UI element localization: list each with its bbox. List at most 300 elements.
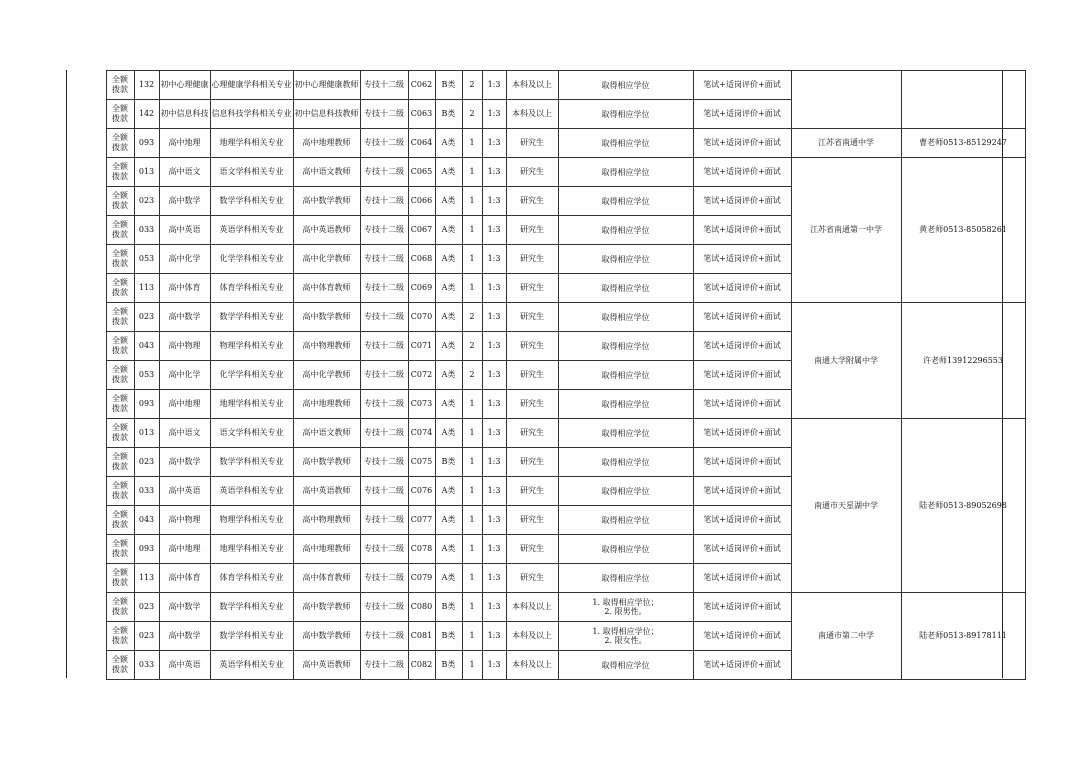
- cell-major: 数学学科相关专业: [210, 303, 293, 332]
- cell-category: A类: [435, 477, 462, 506]
- cell-category: B类: [435, 71, 462, 100]
- row-left-margin: [66, 158, 106, 187]
- cell-level: 专技十二级: [360, 100, 408, 129]
- recruitment-table-sheet: [66, 70, 1026, 680]
- cell-education: 本科及以上: [506, 651, 558, 680]
- table-row: [66, 303, 1025, 332]
- cell-level: 专技十二级: [360, 71, 408, 100]
- cell-level: 专技十二级: [360, 129, 408, 158]
- cell-category: B类: [435, 100, 462, 129]
- cell-requirement: 1. 取得相应学位； 2. 限女性。: [558, 622, 693, 651]
- type-line-1: 全额: [112, 539, 128, 548]
- cell-education: 研究生: [506, 506, 558, 535]
- cell-type: [106, 361, 134, 390]
- cell-requirement: 取得相应学位: [558, 651, 693, 680]
- cell-count: 1: [462, 274, 482, 303]
- cell-ratio: 1:3: [482, 303, 506, 332]
- table-body: [66, 71, 1025, 680]
- cell-code: 093: [134, 535, 159, 564]
- cell-major: 地理学科相关专业: [210, 390, 293, 419]
- cell-type: [106, 448, 134, 477]
- cell-position-code: C065: [408, 158, 435, 187]
- cell-ratio: 1:3: [482, 158, 506, 187]
- cell-count: 1: [462, 535, 482, 564]
- cell-category: A类: [435, 187, 462, 216]
- cell-category: A类: [435, 274, 462, 303]
- cell-requirement: 取得相应学位: [558, 158, 693, 187]
- type-line-1: 全额: [112, 568, 128, 577]
- cell-position-code: C072: [408, 361, 435, 390]
- cell-requirement: 取得相应学位: [558, 361, 693, 390]
- cell-exam-method: 笔试+适岗评价+面试: [693, 506, 791, 535]
- cell-ratio: 1:3: [482, 593, 506, 622]
- cell-post: 高中英语教师: [293, 651, 360, 680]
- cell-code: 033: [134, 651, 159, 680]
- type-line-2: 拨款: [112, 549, 128, 558]
- cell-post: 高中物理教师: [293, 506, 360, 535]
- type-line-1: 全额: [112, 452, 128, 461]
- cell-requirement: 取得相应学位: [558, 390, 693, 419]
- cell-education: 研究生: [506, 477, 558, 506]
- cell-level: 专技十二级: [360, 158, 408, 187]
- cell-type: [106, 158, 134, 187]
- cell-requirement: 取得相应学位: [558, 448, 693, 477]
- cell-exam-method: 笔试+适岗评价+面试: [693, 593, 791, 622]
- cell-subject: 高中英语: [159, 216, 210, 245]
- cell-code: 043: [134, 506, 159, 535]
- cell-education: 研究生: [506, 361, 558, 390]
- cell-code: 053: [134, 361, 159, 390]
- row-left-margin: [66, 187, 106, 216]
- type-line-2: 拨款: [112, 317, 128, 326]
- cell-subject: 高中化学: [159, 245, 210, 274]
- cell-type: [106, 535, 134, 564]
- cell-count: 1: [462, 245, 482, 274]
- type-line-2: 拨款: [112, 491, 128, 500]
- cell-subject: 高中物理: [159, 506, 210, 535]
- cell-education: 研究生: [506, 129, 558, 158]
- cell-post: 高中数学教师: [293, 448, 360, 477]
- cell-requirement: 取得相应学位: [558, 216, 693, 245]
- cell-requirement: 取得相应学位: [558, 564, 693, 593]
- cell-exam-method: 笔试+适岗评价+面试: [693, 129, 791, 158]
- cell-subject: 初中心理健康: [159, 71, 210, 100]
- type-line-2: 拨款: [112, 143, 128, 152]
- cell-code: 093: [134, 129, 159, 158]
- cell-requirement: 取得相应学位: [558, 245, 693, 274]
- cell-contact: 黄老师0513-85058261: [901, 158, 1025, 303]
- type-line-1: 全额: [112, 249, 128, 258]
- cell-school: 南通市第二中学: [791, 593, 901, 680]
- cell-exam-method: 笔试+适岗评价+面试: [693, 71, 791, 100]
- cell-level: 专技十二级: [360, 535, 408, 564]
- cell-position-code: C082: [408, 651, 435, 680]
- type-line-1: 全额: [112, 75, 128, 84]
- cell-post: 高中地理教师: [293, 535, 360, 564]
- cell-code: 023: [134, 448, 159, 477]
- cell-level: 专技十二级: [360, 651, 408, 680]
- cell-ratio: 1:3: [482, 245, 506, 274]
- row-left-margin: [66, 593, 106, 622]
- cell-contact: [901, 71, 1025, 129]
- cell-post: 初中心理健康教师: [293, 71, 360, 100]
- cell-level: 专技十二级: [360, 361, 408, 390]
- type-line-2: 拨款: [112, 607, 128, 616]
- cell-post: 高中数学教师: [293, 187, 360, 216]
- cell-major: 物理学科相关专业: [210, 506, 293, 535]
- cell-position-code: C079: [408, 564, 435, 593]
- cell-contact: 曹老师0513-85129247: [901, 129, 1025, 158]
- cell-code: 013: [134, 158, 159, 187]
- cell-post: 高中地理教师: [293, 390, 360, 419]
- cell-education: 研究生: [506, 216, 558, 245]
- cell-level: 专技十二级: [360, 390, 408, 419]
- table-row: [66, 158, 1025, 187]
- cell-post: 高中物理教师: [293, 332, 360, 361]
- cell-contact: 许老师13912296553: [901, 303, 1025, 419]
- type-line-2: 拨款: [112, 665, 128, 674]
- cell-type: [106, 303, 134, 332]
- type-line-2: 拨款: [112, 520, 128, 529]
- cell-count: 1: [462, 622, 482, 651]
- type-line-1: 全额: [112, 626, 128, 635]
- cell-subject: 高中语文: [159, 158, 210, 187]
- cell-exam-method: 笔试+适岗评价+面试: [693, 622, 791, 651]
- cell-exam-method: 笔试+适岗评价+面试: [693, 245, 791, 274]
- cell-category: A类: [435, 245, 462, 274]
- cell-post: 高中英语教师: [293, 216, 360, 245]
- cell-major: 地理学科相关专业: [210, 129, 293, 158]
- cell-subject: 高中数学: [159, 187, 210, 216]
- cell-exam-method: 笔试+适岗评价+面试: [693, 158, 791, 187]
- cell-category: A类: [435, 535, 462, 564]
- cell-subject: 高中物理: [159, 332, 210, 361]
- cell-category: B类: [435, 622, 462, 651]
- cell-code: 023: [134, 593, 159, 622]
- cell-ratio: 1:3: [482, 448, 506, 477]
- cell-level: 专技十二级: [360, 593, 408, 622]
- cell-subject: 高中数学: [159, 303, 210, 332]
- cell-ratio: 1:3: [482, 100, 506, 129]
- cell-education: 本科及以上: [506, 593, 558, 622]
- cell-category: A类: [435, 332, 462, 361]
- cell-category: A类: [435, 390, 462, 419]
- cell-position-code: C069: [408, 274, 435, 303]
- table-row: [66, 71, 1025, 100]
- cell-subject: 高中体育: [159, 274, 210, 303]
- cell-count: 1: [462, 448, 482, 477]
- cell-category: A类: [435, 303, 462, 332]
- cell-position-code: C075: [408, 448, 435, 477]
- cell-count: 1: [462, 216, 482, 245]
- cell-major: 英语学科相关专业: [210, 216, 293, 245]
- cell-requirement: 1. 取得相应学位； 2. 限男性。: [558, 593, 693, 622]
- type-line-1: 全额: [112, 597, 128, 606]
- cell-major: 数学学科相关专业: [210, 448, 293, 477]
- row-left-margin: [66, 651, 106, 680]
- cell-position-code: C063: [408, 100, 435, 129]
- cell-requirement: 取得相应学位: [558, 187, 693, 216]
- cell-ratio: 1:3: [482, 506, 506, 535]
- cell-ratio: 1:3: [482, 216, 506, 245]
- cell-position-code: C073: [408, 390, 435, 419]
- cell-school: 江苏省南通中学: [791, 129, 901, 158]
- cell-requirement: 取得相应学位: [558, 506, 693, 535]
- cell-category: A类: [435, 361, 462, 390]
- cell-type: [106, 332, 134, 361]
- cell-major: 化学学科相关专业: [210, 361, 293, 390]
- cell-ratio: 1:3: [482, 71, 506, 100]
- cell-subject: 高中化学: [159, 361, 210, 390]
- cell-position-code: C064: [408, 129, 435, 158]
- cell-school: 南通市天星湖中学: [791, 419, 901, 593]
- cell-requirement: 取得相应学位: [558, 100, 693, 129]
- cell-education: 研究生: [506, 332, 558, 361]
- type-line-1: 全额: [112, 481, 128, 490]
- cell-subject: 高中英语: [159, 651, 210, 680]
- cell-level: 专技十二级: [360, 245, 408, 274]
- row-left-margin: [66, 71, 106, 100]
- cell-school: [791, 71, 901, 129]
- cell-ratio: 1:3: [482, 129, 506, 158]
- type-line-2: 拨款: [112, 85, 128, 94]
- cell-ratio: 1:3: [482, 419, 506, 448]
- cell-education: 研究生: [506, 245, 558, 274]
- cell-type: [106, 245, 134, 274]
- cell-post: 高中英语教师: [293, 477, 360, 506]
- cell-major: 语文学科相关专业: [210, 158, 293, 187]
- table-row: [66, 593, 1025, 622]
- cell-education: 研究生: [506, 274, 558, 303]
- cell-count: 1: [462, 187, 482, 216]
- cell-position-code: C074: [408, 419, 435, 448]
- cell-exam-method: 笔试+适岗评价+面试: [693, 187, 791, 216]
- cell-subject: 高中英语: [159, 477, 210, 506]
- cell-type: [106, 506, 134, 535]
- cell-ratio: 1:3: [482, 651, 506, 680]
- cell-requirement: 取得相应学位: [558, 535, 693, 564]
- cell-subject: 高中数学: [159, 593, 210, 622]
- cell-exam-method: 笔试+适岗评价+面试: [693, 651, 791, 680]
- type-line-2: 拨款: [112, 462, 128, 471]
- type-line-1: 全额: [112, 423, 128, 432]
- cell-count: 1: [462, 564, 482, 593]
- cell-count: 2: [462, 71, 482, 100]
- cell-major: 体育学科相关专业: [210, 274, 293, 303]
- cell-ratio: 1:3: [482, 274, 506, 303]
- cell-count: 1: [462, 419, 482, 448]
- cell-code: 033: [134, 216, 159, 245]
- cell-post: 高中数学教师: [293, 303, 360, 332]
- cell-post: 高中语文教师: [293, 158, 360, 187]
- cell-ratio: 1:3: [482, 622, 506, 651]
- cell-position-code: C066: [408, 187, 435, 216]
- cell-count: 1: [462, 390, 482, 419]
- type-line-1: 全额: [112, 104, 128, 113]
- cell-exam-method: 笔试+适岗评价+面试: [693, 419, 791, 448]
- cell-exam-method: 笔试+适岗评价+面试: [693, 477, 791, 506]
- cell-position-code: C062: [408, 71, 435, 100]
- cell-type: [106, 651, 134, 680]
- cell-requirement: 取得相应学位: [558, 332, 693, 361]
- cell-category: B类: [435, 651, 462, 680]
- cell-level: 专技十二级: [360, 187, 408, 216]
- table-row: [66, 129, 1025, 158]
- type-line-2: 拨款: [112, 404, 128, 413]
- type-line-1: 全额: [112, 133, 128, 142]
- type-line-2: 拨款: [112, 259, 128, 268]
- table-row: [66, 419, 1025, 448]
- cell-education: 研究生: [506, 303, 558, 332]
- cell-count: 1: [462, 651, 482, 680]
- cell-count: 1: [462, 477, 482, 506]
- cell-category: A类: [435, 158, 462, 187]
- row-left-margin: [66, 216, 106, 245]
- cell-type: [106, 564, 134, 593]
- cell-exam-method: 笔试+适岗评价+面试: [693, 564, 791, 593]
- type-line-2: 拨款: [112, 636, 128, 645]
- cell-level: 专技十二级: [360, 274, 408, 303]
- type-line-1: 全额: [112, 394, 128, 403]
- cell-code: 053: [134, 245, 159, 274]
- cell-code: 113: [134, 274, 159, 303]
- row-left-margin: [66, 564, 106, 593]
- cell-code: 113: [134, 564, 159, 593]
- row-left-margin: [66, 448, 106, 477]
- cell-post: 高中地理教师: [293, 129, 360, 158]
- cell-type: [106, 100, 134, 129]
- type-line-1: 全额: [112, 191, 128, 200]
- cell-count: 2: [462, 303, 482, 332]
- type-line-2: 拨款: [112, 375, 128, 384]
- cell-subject: 高中体育: [159, 564, 210, 593]
- cell-position-code: C076: [408, 477, 435, 506]
- cell-position-code: C078: [408, 535, 435, 564]
- cell-code: 033: [134, 477, 159, 506]
- type-line-2: 拨款: [112, 433, 128, 442]
- cell-position-code: C071: [408, 332, 435, 361]
- cell-position-code: C068: [408, 245, 435, 274]
- cell-type: [106, 274, 134, 303]
- cell-education: 研究生: [506, 535, 558, 564]
- cell-type: [106, 129, 134, 158]
- cell-level: 专技十二级: [360, 622, 408, 651]
- cell-type: [106, 390, 134, 419]
- cell-subject: 高中语文: [159, 419, 210, 448]
- cell-contact: 陆老师0513-89052698: [901, 419, 1025, 593]
- cell-subject: 高中数学: [159, 622, 210, 651]
- cell-exam-method: 笔试+适岗评价+面试: [693, 216, 791, 245]
- cell-education: 研究生: [506, 564, 558, 593]
- cell-ratio: 1:3: [482, 361, 506, 390]
- type-line-2: 拨款: [112, 346, 128, 355]
- cell-type: [106, 419, 134, 448]
- type-line-2: 拨款: [112, 230, 128, 239]
- cell-exam-method: 笔试+适岗评价+面试: [693, 303, 791, 332]
- cell-post: 高中化学教师: [293, 245, 360, 274]
- cell-post: 高中体育教师: [293, 274, 360, 303]
- cell-requirement: 取得相应学位: [558, 477, 693, 506]
- cell-ratio: 1:3: [482, 477, 506, 506]
- cell-requirement: 取得相应学位: [558, 274, 693, 303]
- cell-code: 132: [134, 71, 159, 100]
- cell-position-code: C077: [408, 506, 435, 535]
- cell-requirement: 取得相应学位: [558, 303, 693, 332]
- cell-education: 研究生: [506, 187, 558, 216]
- row-left-margin: [66, 100, 106, 129]
- cell-education: 本科及以上: [506, 100, 558, 129]
- cell-level: 专技十二级: [360, 477, 408, 506]
- cell-major: 英语学科相关专业: [210, 651, 293, 680]
- cell-level: 专技十二级: [360, 506, 408, 535]
- row-left-margin: [66, 506, 106, 535]
- cell-level: 专技十二级: [360, 332, 408, 361]
- cell-exam-method: 笔试+适岗评价+面试: [693, 535, 791, 564]
- cell-code: 043: [134, 332, 159, 361]
- cell-type: [106, 187, 134, 216]
- cell-type: [106, 477, 134, 506]
- row-left-margin: [66, 361, 106, 390]
- type-line-2: 拨款: [112, 201, 128, 210]
- cell-major: 心理健康学科相关专业: [210, 71, 293, 100]
- cell-school: 南通大学附属中学: [791, 303, 901, 419]
- cell-type: [106, 71, 134, 100]
- cell-post: 高中语文教师: [293, 419, 360, 448]
- cell-major: 数学学科相关专业: [210, 593, 293, 622]
- cell-type: [106, 216, 134, 245]
- cell-major: 信息科技学科相关专业: [210, 100, 293, 129]
- cell-category: A类: [435, 216, 462, 245]
- cell-ratio: 1:3: [482, 187, 506, 216]
- cell-type: [106, 622, 134, 651]
- row-left-margin: [66, 129, 106, 158]
- cell-ratio: 1:3: [482, 332, 506, 361]
- cell-category: A类: [435, 506, 462, 535]
- cell-education: 研究生: [506, 390, 558, 419]
- row-left-margin: [66, 303, 106, 332]
- type-line-1: 全额: [112, 220, 128, 229]
- cell-code: 142: [134, 100, 159, 129]
- cell-exam-method: 笔试+适岗评价+面试: [693, 332, 791, 361]
- type-line-1: 全额: [112, 278, 128, 287]
- type-line-1: 全额: [112, 655, 128, 664]
- cell-code: 013: [134, 419, 159, 448]
- type-line-1: 全额: [112, 510, 128, 519]
- cell-ratio: 1:3: [482, 564, 506, 593]
- cell-level: 专技十二级: [360, 419, 408, 448]
- cell-subject: 高中地理: [159, 535, 210, 564]
- type-line-1: 全额: [112, 307, 128, 316]
- cell-count: 1: [462, 593, 482, 622]
- cell-education: 研究生: [506, 419, 558, 448]
- cell-post: 高中数学教师: [293, 593, 360, 622]
- cell-ratio: 1:3: [482, 390, 506, 419]
- cell-count: 1: [462, 129, 482, 158]
- cell-position-code: C080: [408, 593, 435, 622]
- type-line-1: 全额: [112, 365, 128, 374]
- type-line-2: 拨款: [112, 114, 128, 123]
- cell-position-code: C070: [408, 303, 435, 332]
- cell-exam-method: 笔试+适岗评价+面试: [693, 361, 791, 390]
- cell-education: 研究生: [506, 158, 558, 187]
- recruitment-table: [66, 70, 1026, 680]
- row-left-margin: [66, 332, 106, 361]
- cell-major: 物理学科相关专业: [210, 332, 293, 361]
- cell-requirement: 取得相应学位: [558, 419, 693, 448]
- cell-category: B类: [435, 593, 462, 622]
- cell-count: 1: [462, 506, 482, 535]
- cell-post: 高中数学教师: [293, 622, 360, 651]
